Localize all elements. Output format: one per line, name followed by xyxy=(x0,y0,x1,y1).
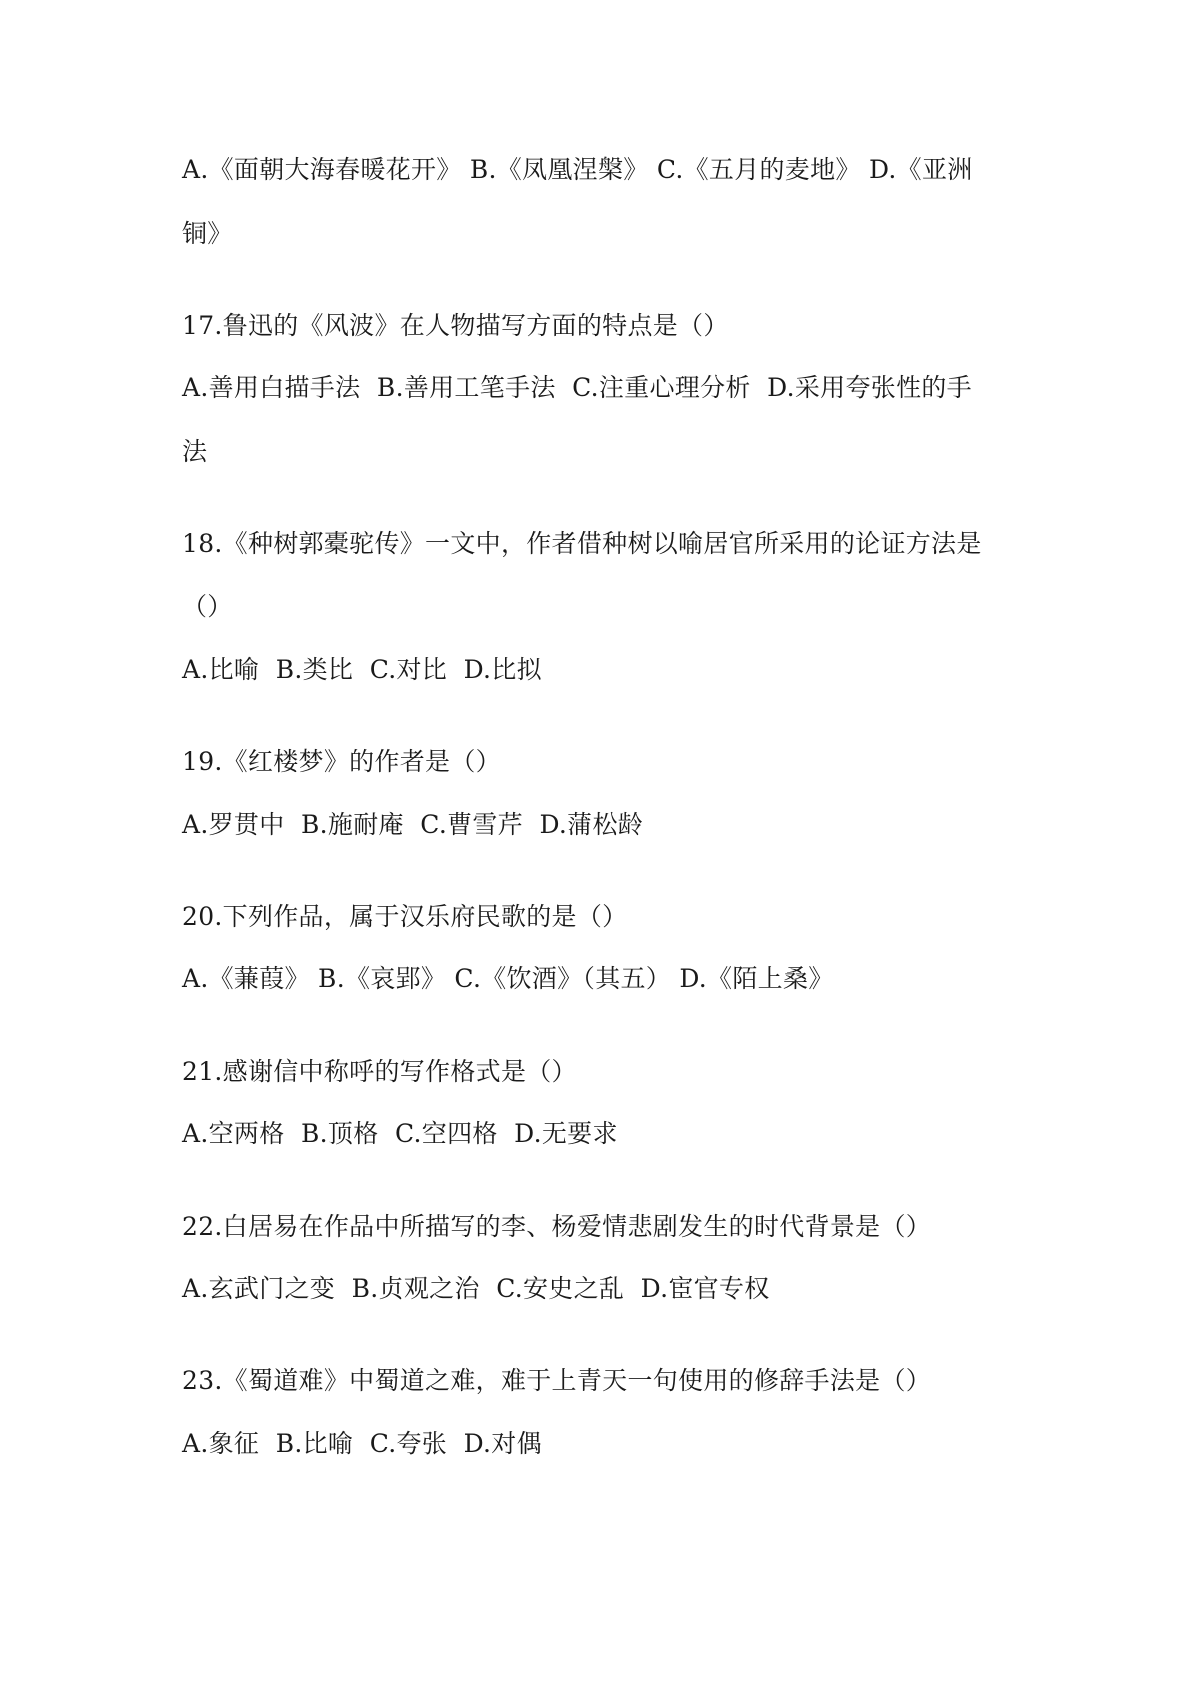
q16-options-line-2: 铜》 xyxy=(182,219,233,248)
q19-options: A.罗贯中 B.施耐庵 C.曹雪芹 D.蒲松龄 xyxy=(182,810,644,839)
q17-options-line-1: A.善用白描手法 B.善用工笔手法 C.注重心理分析 D.采用夸张性的手 xyxy=(182,373,972,402)
q16-options-line-1: A.《面朝大海春暖花开》 B.《凤凰涅槃》 C.《五月的麦地》 D.《亚洲 xyxy=(182,155,973,184)
q21-question: 21.感谢信中称呼的写作格式是（） xyxy=(182,1057,577,1086)
q22-options: A.玄武门之变 B.贞观之治 C.安史之乱 D.宦官专权 xyxy=(182,1274,770,1303)
q18-options: A.比喻 B.类比 C.对比 D.比拟 xyxy=(182,655,542,684)
q21-options: A.空两格 B.顶格 C.空四格 D.无要求 xyxy=(182,1119,618,1148)
q20-question: 20.下列作品，属于汉乐府民歌的是（） xyxy=(182,902,628,931)
q22-question: 22.白居易在作品中所描写的李、杨爱情悲剧发生的时代背景是（） xyxy=(182,1212,932,1241)
q23-question: 23.《蜀道难》中蜀道之难，难于上青天一句使用的修辞手法是（） xyxy=(182,1366,932,1395)
q18-question-line-1: 18.《种树郭橐驼传》一文中，作者借种树以喻居官所采用的论证方法是 xyxy=(182,529,982,558)
q23-options: A.象征 B.比喻 C.夸张 D.对偶 xyxy=(182,1429,542,1458)
q17-options-line-2: 法 xyxy=(182,437,208,466)
q17-question: 17.鲁迅的《风波》在人物描写方面的特点是（） xyxy=(182,311,729,340)
q19-question: 19.《红楼梦》的作者是（） xyxy=(182,747,501,776)
q20-options: A.《蒹葭》 B.《哀郢》 C.《饮酒》（其五） D.《陌上桑》 xyxy=(182,964,834,993)
q18-question-line-2: （） xyxy=(182,592,233,621)
